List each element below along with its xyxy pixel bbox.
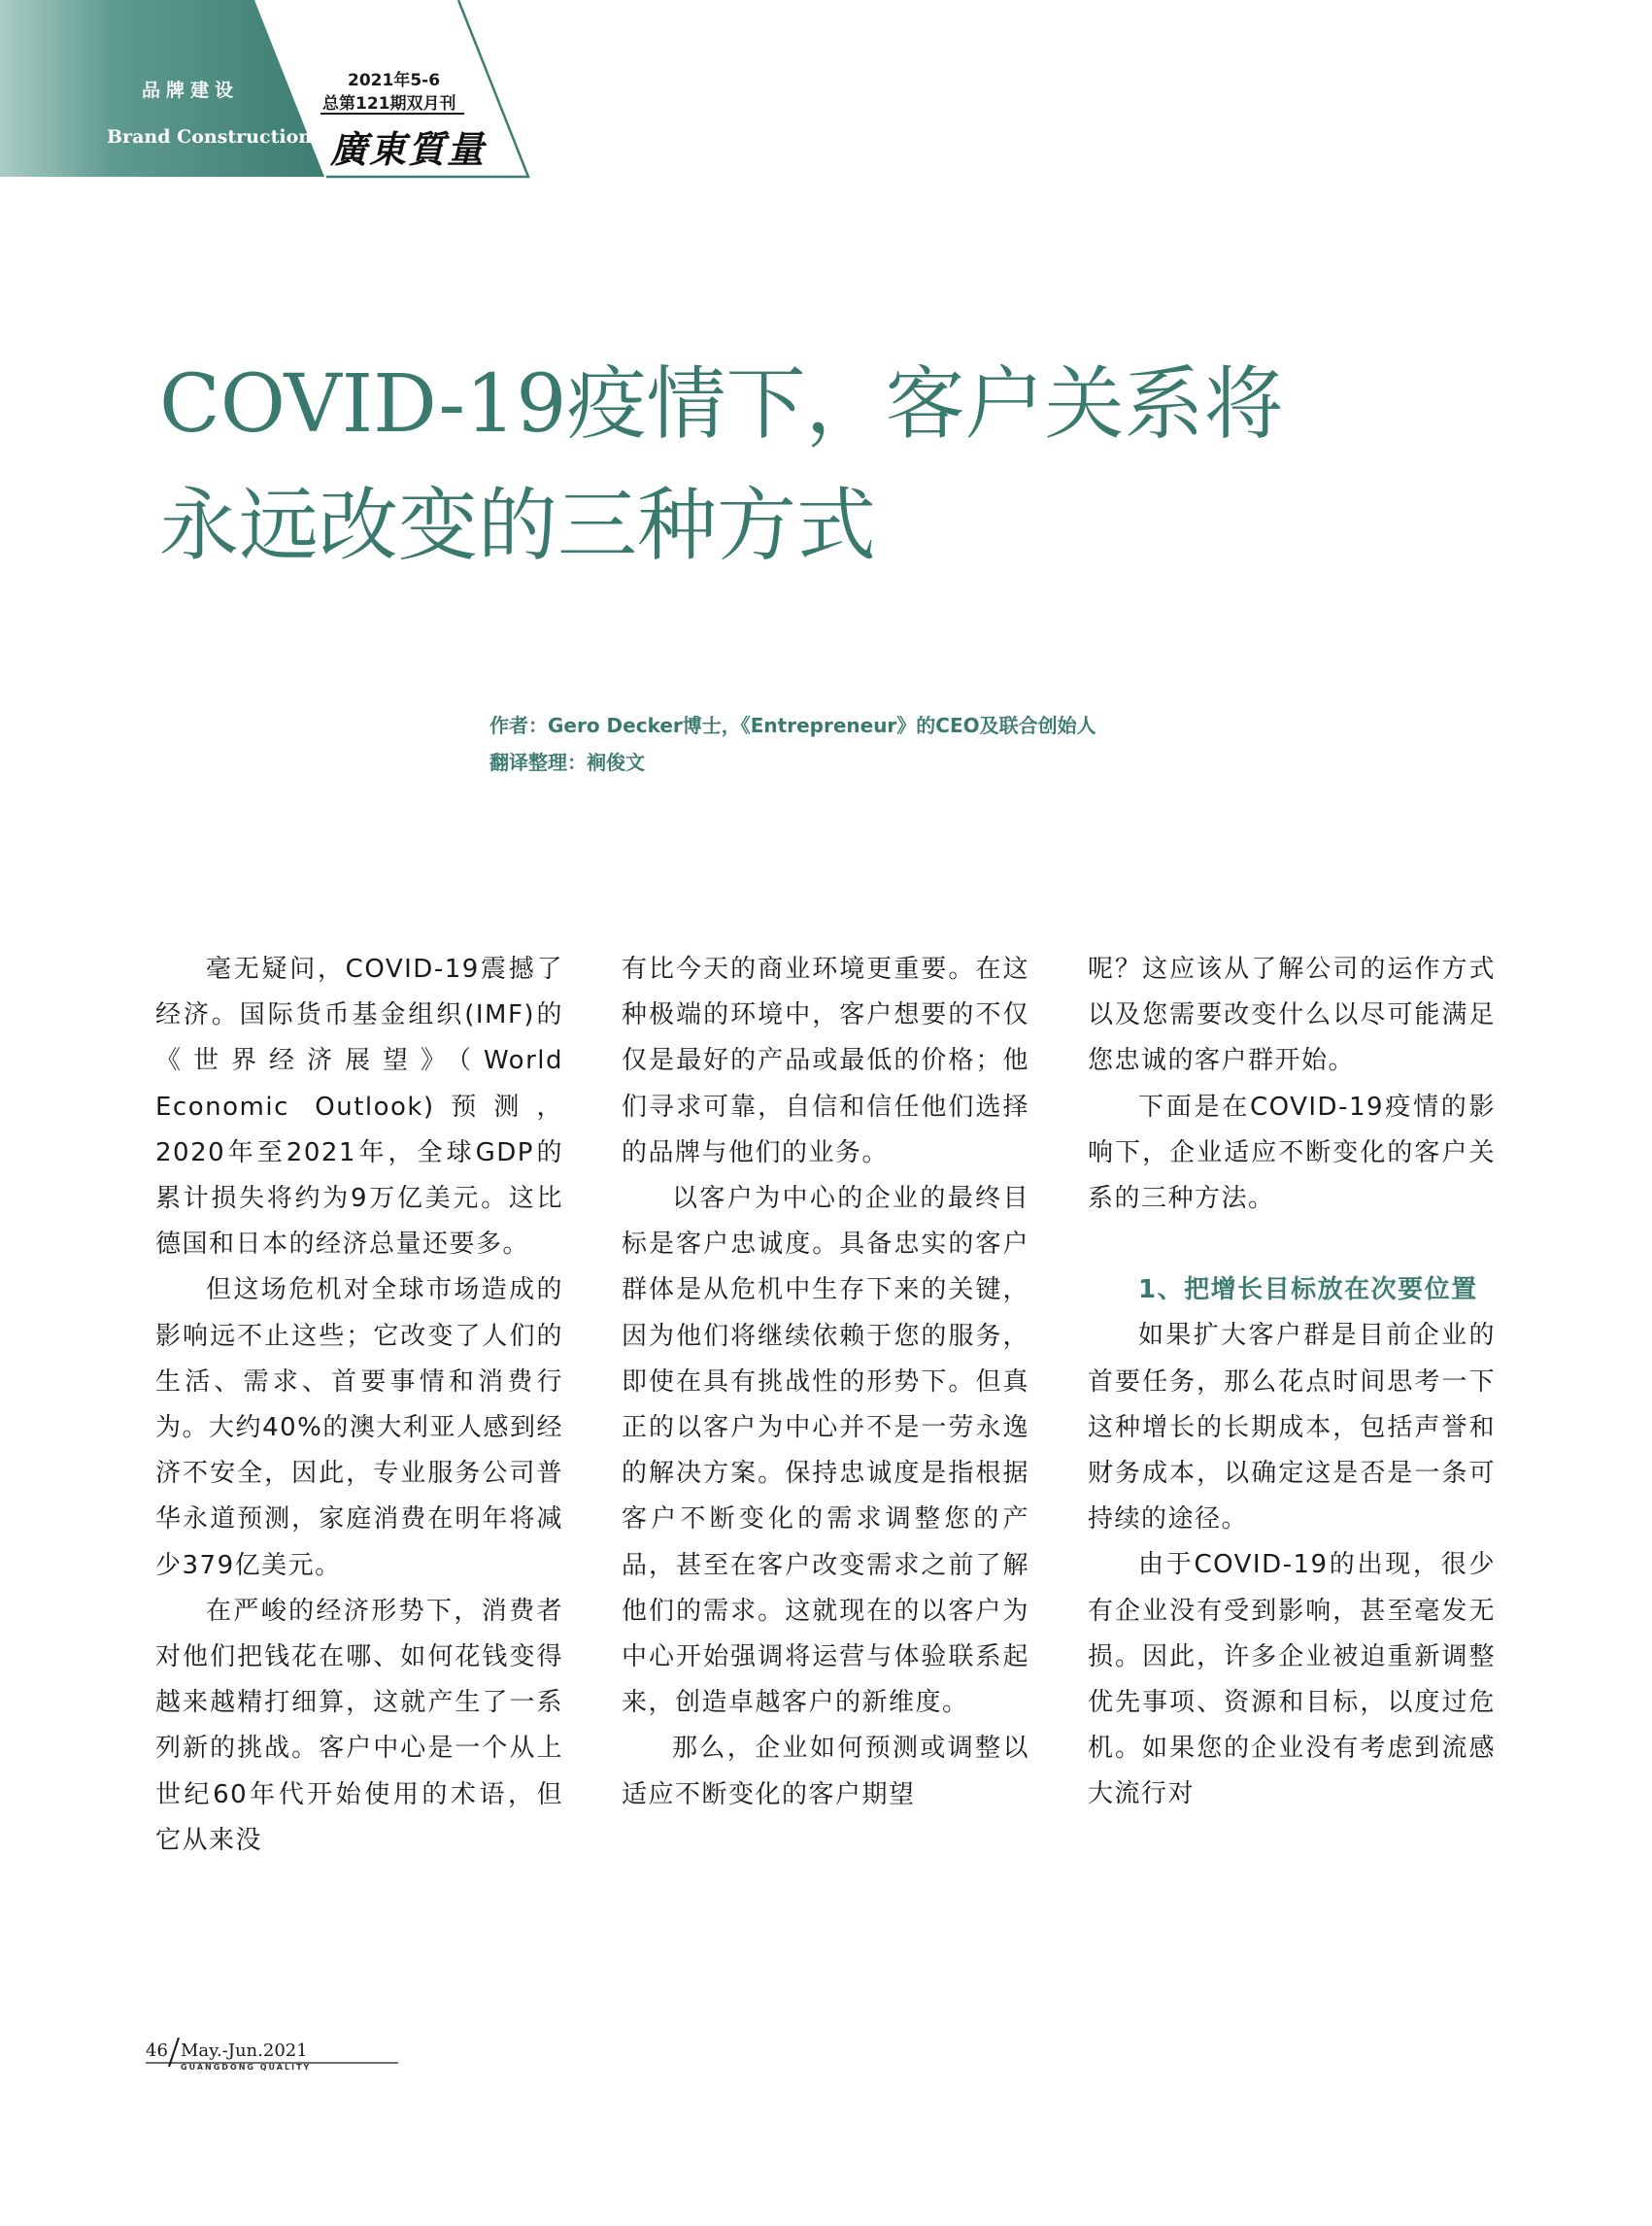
author-line: 作者：Gero Decker博士，《Entrepreneur》的CEO及联合创始人 [489,714,1096,737]
paragraph-continued: 呢？这应该从了解公司的运作方式以及您需要改变什么以尽可能满足您忠诚的客户群开始。 [1088,955,1496,1076]
issue-date: 2021年5-6 [348,71,441,90]
paragraph: 在严峻的经济形势下，消费者对他们把钱花在哪、如何花钱变得越来越精打细算，这就产生了一系列新的挑战。客户中心是一个从上世纪60年代开始使用的术语，但它从来没 [155,1596,563,1855]
paragraph: 毫无疑问，COVID-19震撼了经济。国际货币基金组织(IMF)的《世界经济展望》（World Economic Outlook)预测，2020年至2021年，全球GDP的累计损失将约为9万亿美元。这比德国和日本的经济总量还要多。 [155,955,563,1260]
body-column-1 [155,947,563,1864]
body-column-3 [1088,947,1496,1818]
section-title-cn: 品牌建设 [142,80,240,101]
paragraph: 由于COVID-19的出现，很少有企业没有受到影响，甚至毫发无损。因此，许多企业被迫重新调整优先事项、资源和目标，以度过危机。如果您的企业没有考虑到流感大流行对 [1088,1550,1496,1809]
section-title-en: Brand Construction [107,126,313,148]
page-footer [146,2038,398,2076]
paragraph: 那么，企业如何预测或调整以适应不断变化的客户期望 [622,1734,1029,1809]
section-heading: 1、把增长目标放在次要位置 [1138,1275,1478,1305]
page-date: May.-Jun.2021 [181,2040,308,2061]
paragraph: 但这场危机对全球市场造成的影响远不止这些；它改变了人们的生活、需求、首要事情和消费行为。大约40%的澳大利亚人感到经济不安全，因此，专业服务公司普华永道预测，家庭消费在明年将减少379亿美元。 [155,1275,563,1580]
article-title-line-1: COVID-19疫情下，客户关系将 [159,358,1284,451]
issue-number: 总第121期双月刊 [322,94,456,114]
paragraph: 以客户为中心的企业的最终目标是客户忠诚度。具备忠实的客户群体是从危机中生存下来的关键，因为他们将继续依赖于您的服务，即使在具有挑战性的形势下。但真正的以客户为中心并不是一劳永逸的解决方案。保持忠诚度是指根据客户不断变化的需求调整您的产品，甚至在客户改变需求之前了解他们的需求。这就现在的以客户为中心开始强调将运营与体验联系起来，创造卓越客户的新维度。 [622,1184,1029,1718]
paragraph: 下面是在COVID-19疫情的影响下，企业适应不断变化的客户关系的三种方法。 [1088,1092,1496,1214]
body-column-2 [622,947,1029,1818]
translator-line: 翻译整理：裥俊文 [489,751,645,774]
page-number: 46 [146,2040,168,2061]
paragraph-continued: 有比今天的商业环境更重要。在这种极端的环境中，客户想要的不仅仅是最好的产品或最低的价格；他们寻求可靠，自信和信任他们选择的品牌与他们的业务。 [622,955,1029,1167]
byline [489,707,1096,781]
article-title [159,344,1500,587]
paragraph: 如果扩大客户群是目前企业的首要任务，那么花点时间思考一下这种增长的长期成本，包括声誉和财务成本，以确定这是否是一条可持续的途径。 [1088,1321,1496,1535]
magazine-logo-text: 廣東質量 [330,127,487,171]
footer-magazine-name: GUANGDONG QUALITY [181,2063,312,2072]
article-title-line-2: 永远改变的三种方式 [159,480,877,572]
